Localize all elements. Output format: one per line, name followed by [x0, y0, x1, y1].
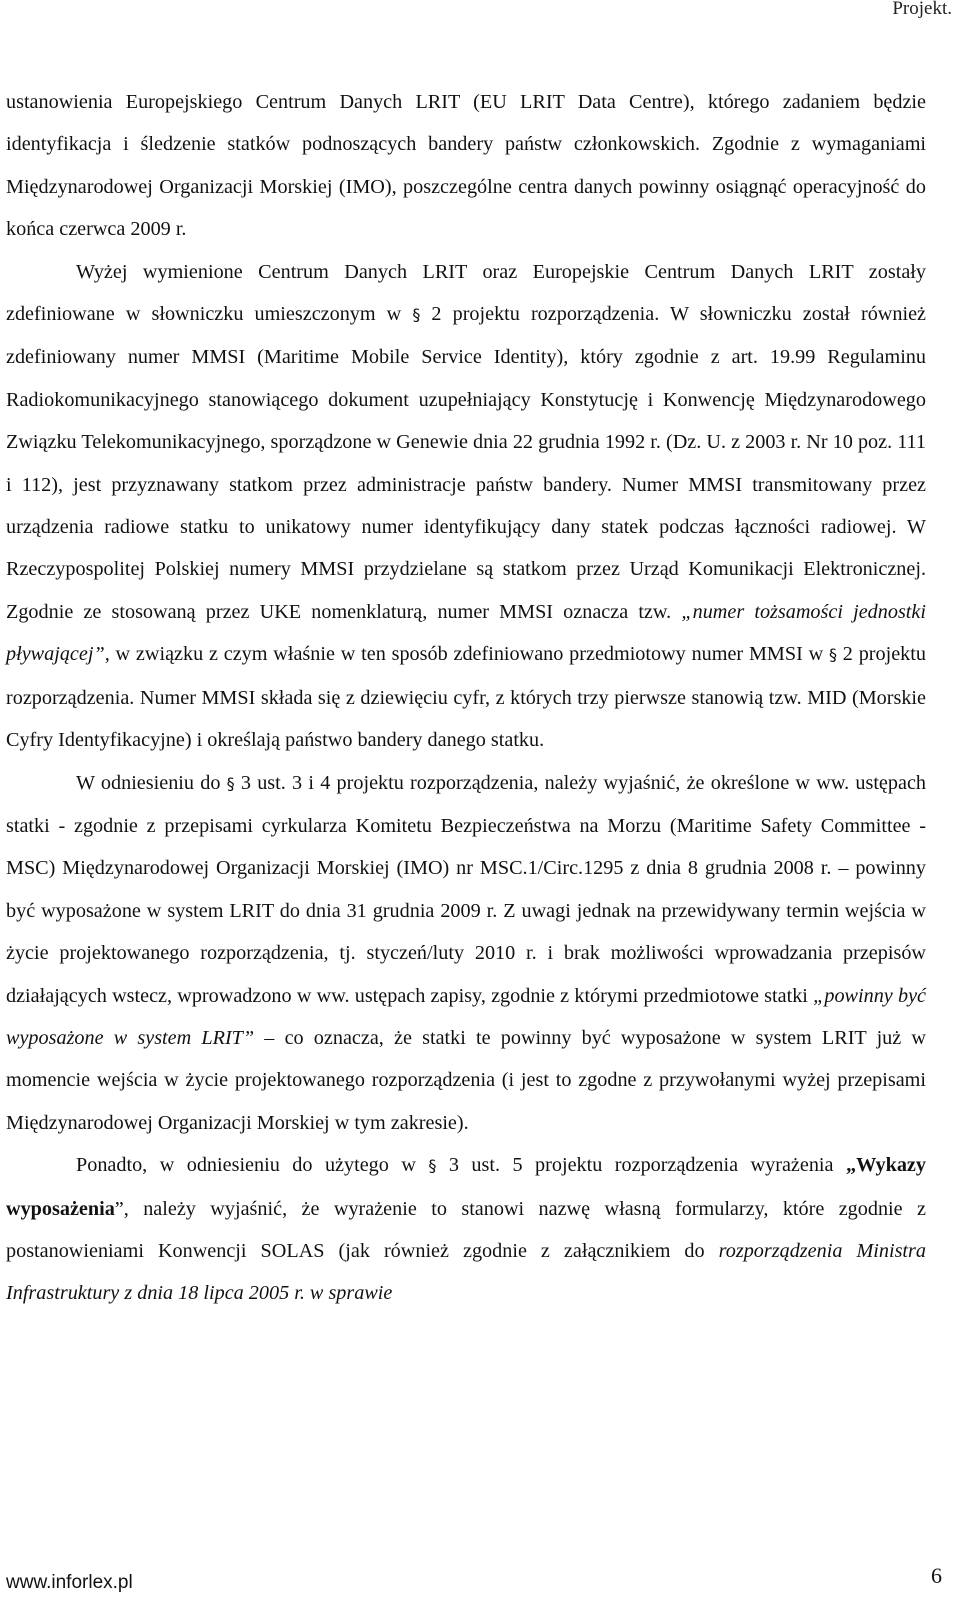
- document-body: [6, 81, 926, 1315]
- p2-text-a: Wyżej wymienione Centrum Danych LRIT oraz Europejskie Centrum Danych LRIT zostały zdefiniowane w słowniczku umieszczonym w: [6, 260, 926, 326]
- p3-text-a: W odniesieniu do: [76, 771, 227, 794]
- p3-text-c: – co oznacza, że statki te powinny być wyposażone w system LRIT już w momencie wejścia w życie projektowanego rozporządzenia (i jest to zgodne z przywołanymi wyżej przepisami Międzynarodowej Organizacji Morskiej w tym zakresie).: [6, 1026, 926, 1134]
- p2-text-c: , w związku z czym właśnie w ten sposób zdefiniowano przedmiotowy numer MMSI w: [104, 643, 829, 666]
- paragraph-3: [6, 762, 926, 1145]
- p2-text-b: 2 projektu rozporządzenia. W słowniczku został również zdefiniowany numer MMSI (Maritime Mobile Service Identity), który zgodnie z art. 19.99 Regulaminu Radiokomunikacyjnego stanowiącego dokument uzupełniający Konstytucję i Konwencję Międzynarodowego Związku Telekomunikacyjnego, sporządzone w Genewie dnia 22 grudnia 1992 r. (Dz. U. z 2003 r. Nr 10 poz. 111 i 112), jest przyznawany statkom przez administracje państw bandery. Numer MMSI transmitowany przez urządzenia radiowe statku to unikatowy numer identyfikujący dany statek podczas łączności radiowej. W Rzeczypospolitej Polskiej numery MMSI przydzielane są statkom przez Urząd Komunikacji Elektronicznej. Zgodnie ze stosowaną przez UKE nomenklaturą, numer MMSI oznacza tzw.: [6, 303, 926, 623]
- p3-italic-quote: „powinny być wyposażone w system LRIT”: [6, 984, 926, 1049]
- section-sign: §: [829, 645, 837, 665]
- paragraph-1: ustanowienia Europejskiego Centrum Danych LRIT (EU LRIT Data Centre), którego zadaniem będzie identyfikacja i śledzenie statków podnoszących bandery państw członkowskich. Zgodnie z wymaganiami Międzynarodowej Organizacji Morskiej (IMO), poszczególne centra danych powinny osiągnąć operacyjność do końca czerwca 2009 r.: [6, 91, 926, 241]
- paragraph-4: [6, 1144, 926, 1315]
- section-sign: §: [226, 773, 235, 793]
- section-sign: §: [412, 305, 421, 325]
- p4-italic-reference: rozporządzenia Ministra Infrastruktury z dnia 18 lipca 2005 r. w sprawie: [6, 1239, 926, 1305]
- draft-label: Projekt.: [892, 0, 952, 19]
- p2-italic-term: „numer tożsamości jednostki pływającej”: [6, 600, 926, 666]
- p4-text-b: 3 ust. 5 projektu rozporządzenia wyrażenia: [436, 1154, 846, 1177]
- p3-text-b: 3 ust. 3 i 4 projektu rozporządzenia, należy wyjaśnić, że określone w ww. ustępach statki - zgodnie z przepisami cyrkularza Komitetu Bezpieczeństwa na Morzu (Maritime Safety Committee - MSC) Międzynarodowej Organizacji Morskiej (IMO) nr MSC.1/Circ.1295 z dnia 8 grudnia 2008 r. – powinny być wyposażone w system LRIT do dnia 31 grudnia 2009 r. Z uwagi jednak na przewidywany termin wejścia w życie projektowanego rozporządzenia, tj. styczeń/luty 2010 r. i brak możliwości wprowadzania przepisów działających wstecz, wprowadzono w ww. ustępach zapisy, zgodnie z którymi przedmiotowe statki: [6, 771, 926, 1007]
- footer-divider: [6, 1568, 954, 1569]
- footer-site-link[interactable]: www.inforlex.pl: [6, 1572, 133, 1593]
- p2-text-d: 2 projektu rozporządzenia. Numer MMSI składa się z dziewięciu cyfr, z których trzy pierwsze stanowią tzw. MID (Morskie Cyfry Identyfikacyjne) i określają państwo bandery danego statku.: [6, 643, 926, 752]
- p4-bold-term: „Wykazy wyposażenia: [6, 1154, 926, 1220]
- section-sign: §: [428, 1156, 437, 1176]
- paragraph-2: [6, 251, 926, 762]
- p4-text-a: Ponadto, w odniesieniu do użytego w: [76, 1154, 429, 1177]
- p4-text-c: ”, należy wyjaśnić, że wyrażenie to stanowi nazwę własną formularzy, które zgodnie z postanowieniami Konwencji SOLAS (jak również zgodnie z załącznikiem do: [6, 1197, 926, 1262]
- page-number: 6: [931, 1563, 942, 1588]
